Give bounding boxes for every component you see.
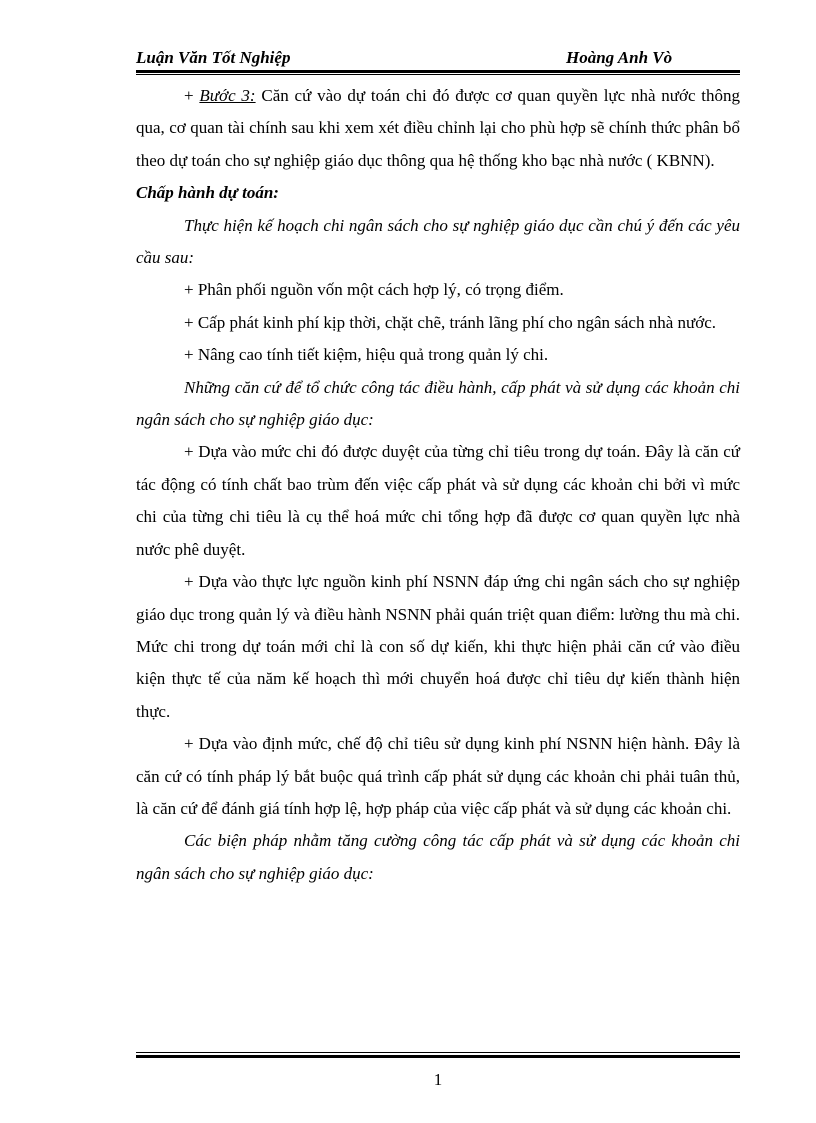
header-author-name: Hoàng Anh Vò <box>566 48 673 67</box>
list-item: + Nâng cao tính tiết kiệm, hiệu quả trong quản lý chi. <box>184 345 549 365</box>
list-item: + Phân phối nguồn vốn một cách hợp lý, có trọng điểm. <box>184 280 564 300</box>
paragraph-step-3: + Bước 3: Căn cứ vào dự toán chi đó được cơ quan quyền lực nhà nước thông qua, cơ quan tài chính sau khi xem xét điều chỉnh lại cho phù hợp sẽ chính thức phân bổ theo dự toán cho sự nghiệp giáo dục thông qua hệ thống kho bạc nhà nước ( KBNN). <box>136 86 741 170</box>
list-item: + Dựa vào định mức, chế độ chỉ tiêu sử dụng kinh phí NSNN hiện hành. Đây là căn cứ có tính pháp lý bắt buộc quá trình cấp phát sử dụng các khoản chi phải tuân thủ, là căn cứ để đánh giá tính hợp lệ, hợp pháp của việc cấp phát và sử dụng các khoản chi. <box>136 734 740 818</box>
section-heading: Chấp hành dự toán: <box>136 183 279 203</box>
list-item: + Dựa vào thực lực nguồn kinh phí NSNN đáp ứng chi ngân sách cho sự nghiệp giáo dục trong quản lý và điều hành NSNN phải quán triệt quan điểm: lường thu mà chi. Mức chi trong dự toán mới chỉ là con số dự kiến, khi thực hiện phải căn cứ vào điều kiện thực tế của năm kế hoạch thì mới chuyển hoá được chỉ tiêu dự kiến thành hiện thực. <box>136 572 740 721</box>
footer-rule <box>136 1052 740 1058</box>
header-rule <box>136 70 740 75</box>
paragraph-measures: Các biện pháp nhằm tăng cường công tác cấp phát và sử dụng các khoản chi ngân sách cho sự nghiệp giáo dục: <box>136 831 740 883</box>
page-number: 1 <box>433 1070 443 1089</box>
page-header <box>136 48 740 70</box>
step-text: Căn cứ vào dự toán chi đó được cơ quan quyền lực nhà nước thông qua, cơ quan tài chính sau khi xem xét điều chỉnh lại cho phù hợp sẽ chính thức phân bổ theo dự toán cho sự nghiệp giáo dục thông qua hệ thống kho bạc nhà nước ( KBNN). <box>136 86 741 170</box>
step-label: Bước 3: <box>199 86 256 105</box>
header-thesis-title: Luận Văn Tốt Nghiệp <box>136 48 291 67</box>
document-body <box>136 80 740 890</box>
list-item: + Cấp phát kinh phí kịp thời, chặt chẽ, tránh lãng phí cho ngân sách nhà nước. <box>184 312 717 332</box>
paragraph-bases: Những căn cứ để tổ chức công tác điều hành, cấp phát và sử dụng các khoản chi ngân sách cho sự nghiệp giáo dục: <box>136 377 740 430</box>
list-item: + Dựa vào mức chi đó được duyệt của từng chỉ tiêu trong dự toán. Đây là căn cứ tác động có tính chất bao trùm đến việc cấp phát và sử dụng các khoản chi bởi vì mức chi của từng chi tiêu là cụ thể hoá mức chi tổng hợp đã được cơ quan quyền lực nhà nước phê duyệt. <box>136 442 740 559</box>
paragraph-intro: Thực hiện kế hoạch chi ngân sách cho sự nghiệp giáo dục cần chú ý đến các yêu cầu sau: <box>136 215 740 268</box>
